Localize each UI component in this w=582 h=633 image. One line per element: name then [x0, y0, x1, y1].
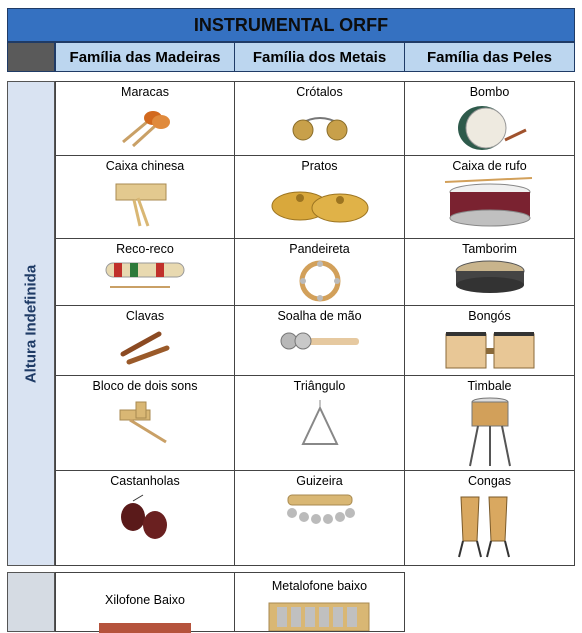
- soalha-de-mao-icon: [275, 328, 365, 358]
- caixa-de-rufo-icon: [440, 176, 540, 236]
- castanholas-icon: [115, 491, 175, 546]
- cell-caixa-de-rufo: [404, 155, 575, 239]
- header-corner: [7, 42, 55, 72]
- cell-castanholas: [55, 470, 235, 566]
- pratos-icon: [270, 176, 370, 231]
- instrument-name: Castanholas: [110, 474, 180, 488]
- instrument-name: Pratos: [301, 159, 338, 173]
- instrument-name: Bloco de dois sons: [92, 379, 198, 393]
- instrument-name: Metalofone baixo: [271, 579, 368, 593]
- cell-reco-reco: [55, 238, 235, 306]
- instrument-name: Soalha de mão: [277, 309, 362, 323]
- cell-pratos: [234, 155, 405, 239]
- instrument-name: Crótalos: [296, 85, 343, 99]
- instrument-name: Pandeireta: [289, 242, 350, 256]
- instrument-name: Reco-reco: [116, 242, 174, 256]
- cell-triangulo: [234, 375, 405, 471]
- instrument-name: Caixa chinesa: [105, 159, 185, 173]
- cell-congas: [404, 470, 575, 566]
- clavas-icon: [115, 328, 175, 368]
- instrument-name: Bongós: [468, 309, 511, 323]
- instrument-name: Clavas: [125, 309, 165, 323]
- instrument-name: Congas: [467, 474, 512, 488]
- cell-bongos: [404, 305, 575, 376]
- tamborim-icon: [450, 259, 530, 301]
- instrument-name: Xilofone Baixo: [105, 593, 185, 607]
- cell-caixa-chinesa: [55, 155, 235, 239]
- column-header-peles: Família das Peles: [404, 42, 575, 72]
- maracas-icon: [115, 102, 175, 152]
- metalofone-baixo-icon: [265, 599, 375, 631]
- cell-crotalos: [234, 81, 405, 156]
- cell-bloco-de-dois-sons: [55, 375, 235, 471]
- bombo-icon: [450, 100, 530, 155]
- instrument-name: Caixa de rufo: [452, 159, 527, 173]
- crotalos-icon: [285, 102, 355, 152]
- cell-guizeira: [234, 470, 405, 566]
- congas-icon: [455, 491, 525, 561]
- cell-metalofone-baixo: [234, 572, 405, 632]
- bloco-de-dois-sons-icon: [110, 396, 180, 451]
- reco-reco-icon: [100, 259, 190, 304]
- caixa-chinesa-icon: [110, 176, 180, 231]
- cell-pandeireta: [234, 238, 405, 306]
- cell-soalha-de-mao: [234, 305, 405, 376]
- section-side-label: [7, 81, 55, 566]
- section-label-text: Altura Indefinida: [22, 264, 40, 383]
- triangulo-icon: [295, 398, 345, 453]
- timbale-icon: [460, 396, 520, 468]
- instrument-name: Maracas: [121, 85, 169, 99]
- table-title: INSTRUMENTAL ORFF: [7, 8, 575, 42]
- column-header-metais: Família dos Metais: [234, 42, 405, 72]
- instrument-name: Bombo: [469, 85, 510, 99]
- instrument-name: Guizeira: [296, 474, 343, 488]
- column-header-madeiras: Família das Madeiras: [55, 42, 235, 72]
- instrument-name: Timbale: [467, 379, 512, 393]
- next-section-side: [7, 572, 55, 632]
- cell-tamborim: [404, 238, 575, 306]
- cell-timbale: [404, 375, 575, 471]
- instrument-name: Tamborim: [462, 242, 517, 256]
- cell-xilofone-baixo: [55, 572, 235, 632]
- guizeira-icon: [280, 491, 360, 531]
- pandeireta-icon: [295, 257, 345, 305]
- cell-maracas: [55, 81, 235, 156]
- xilofone-baixo-icon: [95, 617, 195, 633]
- cell-clavas: [55, 305, 235, 376]
- instrument-name: Triângulo: [293, 379, 346, 393]
- bongos-icon: [440, 326, 540, 374]
- cell-bombo: [404, 81, 575, 156]
